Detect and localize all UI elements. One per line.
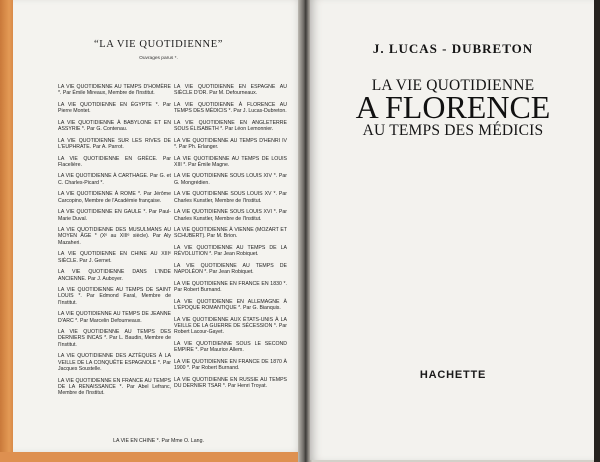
cover-edge bbox=[0, 0, 13, 462]
list-item: LA VIE QUOTIDIENNE SOUS LE SECOND EMPIRE *. Par Maurice Allem. bbox=[174, 340, 287, 354]
author-name: J. LUCAS - DUBRETON bbox=[372, 41, 534, 56]
list-item: LA VIE QUOTIDIENNE AU TEMPS D'HENRI IV *. Par Ph. Erlanger. bbox=[174, 137, 287, 150]
list-item: LA VIE QUOTIDIENNE AU TEMPS DES DERNIERS INCAS *. Par L. Baudin, Membre de l'Institut. bbox=[58, 329, 171, 348]
title-line-3: AU TEMPS DES MÉDICIS bbox=[362, 122, 544, 139]
list-item: LA VIE QUOTIDIENNE SOUS LOUIS XVI *. Par Charles Kunstler, Membre de l'Institut. bbox=[174, 209, 287, 222]
list-item: LA VIE QUOTIDIENNE À FLORENCE AU TEMPS DES MÉDICIS *. Par J. Lucas-Dubreton. bbox=[174, 101, 287, 115]
list-item: LA VIE QUOTIDIENNE AU TEMPS DE JEANNE D'ARC *. Par Marcelin Defourneaux. bbox=[58, 311, 171, 324]
list-item: LA VIE QUOTIDIENNE EN CHINE AU XIIIᵉ SIÈCLE. Par J. Gernet. bbox=[58, 251, 171, 264]
list-item: LA VIE QUOTIDIENNE EN GRÈCE. Par Flacelière. bbox=[58, 155, 171, 168]
list-item: LA VIE QUOTIDIENNE AU TEMPS DE LOUIS XIII *. Par Émile Magne. bbox=[174, 155, 287, 168]
list-item: LA VIE QUOTIDIENNE EN ESPAGNE AU SIÈCLE D'OR. Par M. Defourneaux. bbox=[174, 84, 287, 97]
list-item: LA VIE QUOTIDIENNE À VIENNE (MOZART ET SCHUBERT). Par M. Brion. bbox=[174, 227, 287, 240]
series-title: “LA VIE QUOTIDIENNE” bbox=[93, 39, 224, 50]
list-item: LA VIE QUOTIDIENNE EN ANGLETERRE SOUS ÉLISABETH *. Par Léon Lemonnier. bbox=[174, 119, 287, 133]
title-line-1: LA VIE QUOTIDIENNE bbox=[371, 77, 535, 94]
titles-column-left bbox=[58, 84, 171, 402]
list-item: LA VIE QUOTIDIENNE SOUS LOUIS XV *. Par Charles Kunstler, Membre de l'Institut. bbox=[174, 191, 287, 204]
list-item: LA VIE QUOTIDIENNE À CARTHAGE. Par G. et C. Charles-Picard *. bbox=[58, 173, 171, 186]
list-item: LA VIE QUOTIDIENNE EN FRANCE EN 1830 *. Par Robert Burnand. bbox=[174, 280, 287, 294]
list-item: LA VIE QUOTIDIENNE DES AZTÈQUES À LA VEILLE DE LA CONQUÊTE ESPAGNOLE *. Par Jacques Soustelle. bbox=[58, 353, 171, 372]
list-item: LA VIE QUOTIDIENNE EN GAULE *. Par Paul-Marie Duval. bbox=[58, 209, 171, 222]
list-item: LA VIE QUOTIDIENNE AU TEMPS DE SAINT LOUIS *. Par Edmond Faral, Membre de l'Institut. bbox=[58, 287, 171, 306]
list-item: LA VIE QUOTIDIENNE AUX ÉTATS-UNIS À LA VEILLE DE LA GUERRE DE SÉCESSION *. Par Robert Lacour-Gayet. bbox=[174, 316, 287, 336]
list-item: LA VIE QUOTIDIENNE AU TEMPS D'HOMÈRE *. Par Émile Mireaux, Membre de l'Institut. bbox=[58, 84, 171, 97]
right-shadow-edge bbox=[594, 0, 600, 462]
list-item: LA VIE QUOTIDIENNE DANS L'INDE ANCIENNE. Par J. Auboyer. bbox=[58, 269, 171, 282]
title-line-2: A FLORENCE bbox=[355, 89, 551, 125]
footer-entry: LA VIE EN CHINE *. Par Mme O. Lang. bbox=[113, 438, 204, 444]
list-item: LA VIE QUOTIDIENNE EN ALLEMAGNE À L'ÉPOQUE ROMANTIQUE *. Par G. Bianquis. bbox=[174, 298, 287, 311]
list-item: LA VIE QUOTIDIENNE À BABYLONE ET EN ASSYRIE *. Par G. Contenau. bbox=[58, 119, 171, 133]
list-item: LA VIE QUOTIDIENNE EN FRANCE DE 1870 À 1900 *. Par Robert Burnand. bbox=[174, 358, 287, 371]
list-item: LA VIE QUOTIDIENNE AU TEMPS DE NAPOLÉON *. Par Jean Robiquet. bbox=[174, 262, 287, 276]
series-subtitle: Ouvrages parus *. bbox=[139, 56, 178, 61]
titles-column-right bbox=[174, 84, 287, 394]
title-page bbox=[310, 0, 596, 460]
list-item: LA VIE QUOTIDIENNE EN FRANCE AU TEMPS DE LA RENAISSANCE *. Par Abel Lefranc, Membre de l'Institut. bbox=[58, 377, 171, 397]
publisher-name: HACHETTE bbox=[419, 369, 487, 381]
cover-bottom-edge bbox=[0, 452, 304, 462]
left-page bbox=[13, 0, 304, 452]
list-item: LA VIE QUOTIDIENNE SOUS LOUIS XIV *. Par G. Mongrédien. bbox=[174, 173, 287, 186]
list-item: LA VIE QUOTIDIENNE DES MUSULMANS AU MOYEN ÂGE * (Xᵉ au XIIIᵉ siècle). Par Aly Mazaheri. bbox=[58, 227, 171, 246]
list-item: LA VIE QUOTIDIENNE EN RUSSIE AU TEMPS DU DERNIER TSAR *. Par Henri Troyat. bbox=[174, 376, 287, 389]
list-item: LA VIE QUOTIDIENNE À ROME *. Par Jérôme Carcopino, Membre de l'Académie française. bbox=[58, 191, 171, 204]
list-item: LA VIE QUOTIDIENNE EN ÉGYPTE *. Par Pierre Montet. bbox=[58, 101, 171, 115]
list-item: LA VIE QUOTIDIENNE AU TEMPS DE LA RÉVOLUTION *. Par Jean Robiquet. bbox=[174, 245, 287, 258]
list-item: LA VIE QUOTIDIENNE SUR LES RIVES DE L'EUPHRATE. Par A. Parrot. bbox=[58, 137, 171, 150]
